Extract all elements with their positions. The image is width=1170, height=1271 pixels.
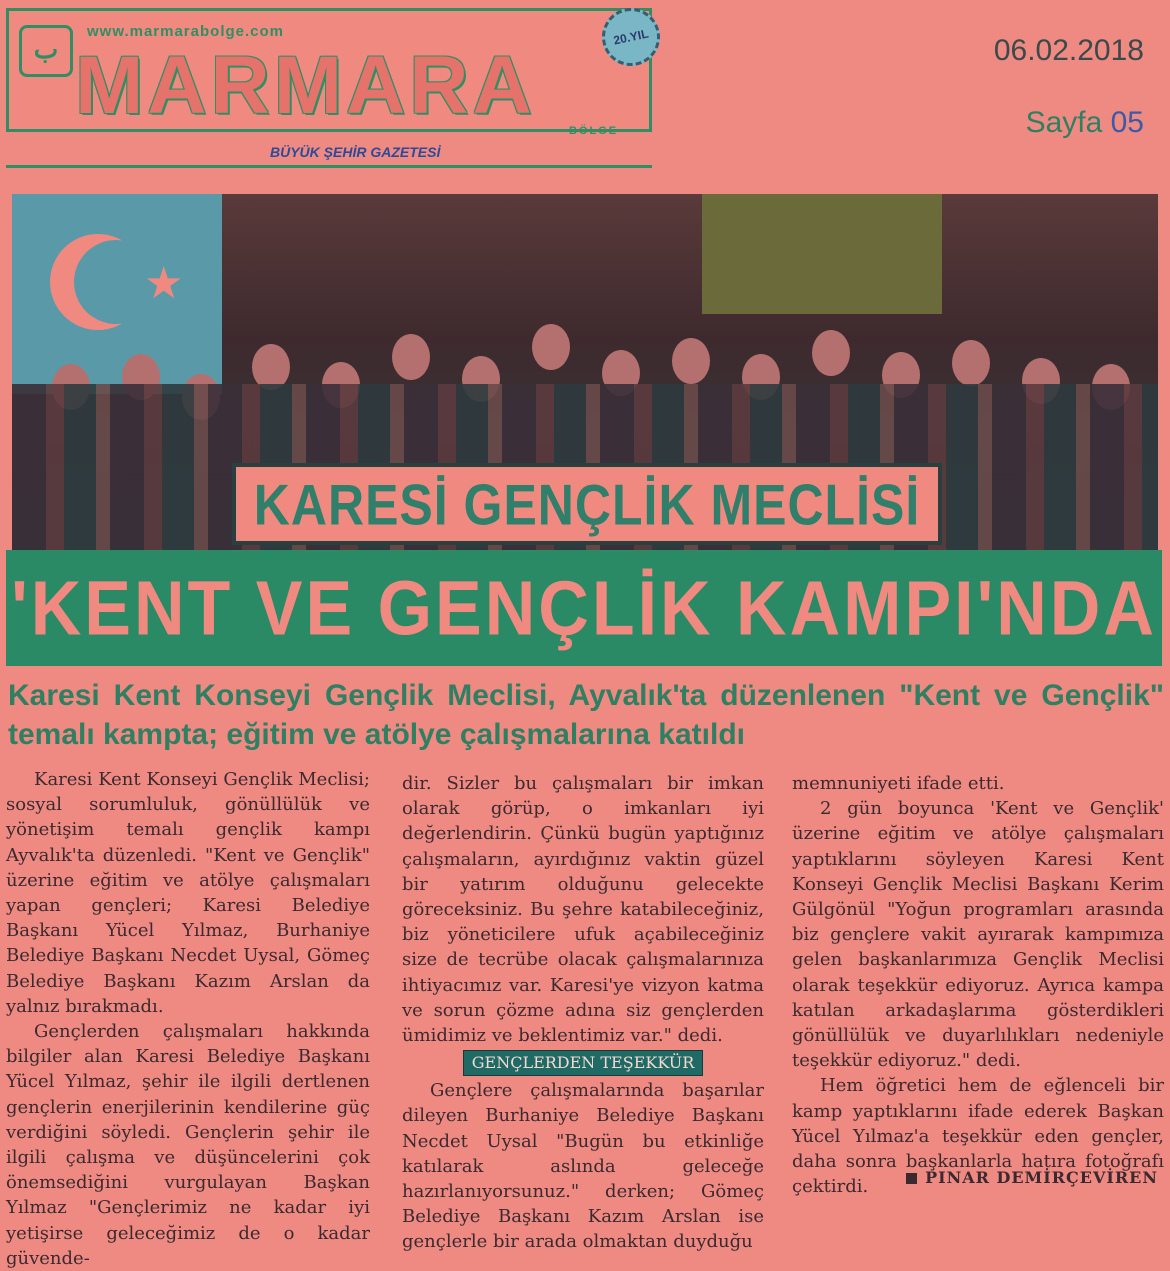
paragraph: Gençlerden çalışmaları hakkında bilgiler alan Karesi Belediye Başkanı Yücel Yılmaz, şehir ile ilgili dertlenen gençlerin enerjilerinin kendilerine güç verdiğini söyledi. Gençlerin şehir ile ilgili çalışma ve düşüncelerini çok önemsediğini vurgulayan Başkan Yılmaz "Gençlerimiz ne kadar iyi yetişirse geleceğimiz de o kadar güvende- — [6, 1021, 370, 1269]
paragraph: Hem öğretici hem de eğlenceli bir kamp yaptıklarını ifade ederek Başkan Yücel Yılmaz'a teşekkür eden gençler, daha sonra başkanlarla hatıra fotoğrafı çektirdi. — [792, 1075, 1164, 1198]
headline-line2 — [6, 550, 1162, 666]
paragraph: Karesi Kent Konseyi Gençlik Meclisi; sosyal sorumluluk, gönüllülük ve yönetişim temalı gençlik kampı Ayvalık'ta düzenledi. "Kent ve Gençlik" üzerine eğitim ve atölye çalışmaları yapan gençleri; Karesi Belediye Başkanı Yücel Yılmaz, Burhaniye Belediye Başkanı Necdet Uysal, Gömeç Belediye Başkanı Kazım Arslan da yalnız bırakmadı. — [6, 769, 370, 1017]
paragraph: memnuniyeti ifade etti. — [792, 773, 1005, 794]
headline-line1 — [232, 463, 942, 545]
author-name: PINAR DEMİRÇEVİREN — [925, 1168, 1158, 1187]
headline-line2-text: 'KENT VE GENÇLİK KAMPI'NDA — [11, 565, 1157, 651]
article-column-2 — [402, 771, 764, 1255]
square-bullet-icon — [906, 1173, 917, 1184]
paragraph: 2 gün boyunca 'Kent ve Gençlik' üzerine eğitim ve atölye çalışmaları yaptıklarını söyleyen Karesi Kent Konseyi Gençlik Meclisi Başkanı Kerim Gülgönül "Yoğun programları arasında biz gençlere vakit ayırarak kampımıza gelen başkanlarımıza Gençlik Meclisi olarak teşekkür ediyoruz. Ayrıca kampa katılan arkadaşlarıma gösterdikleri gönüllülük ve duyarlılıkları nedeniyle teşekkür ediyoruz." dedi. — [792, 798, 1164, 1072]
author-byline — [906, 1168, 1158, 1187]
logo-emblem-icon: ب — [19, 25, 73, 77]
anniversary-badge: 20.YIL — [597, 3, 666, 72]
paragraph: Gençlere çalışmalarında başarılar dileyen Burhaniye Belediye Başkanı Necdet Uysal "Bugün bu etkinliğe katılarak aslında geleceğe hazırlanıyorsunuz." derken; Gömeç Belediye Başkanı Kazım Arslan ise gençlerle bir arada olmaktan duyduğu — [402, 1080, 764, 1253]
logo-url: www.marmarabolge.com — [87, 23, 284, 40]
masthead — [6, 8, 652, 140]
article-column-3 — [792, 771, 1164, 1199]
article-subhead: Karesi Kent Konseyi Gençlik Meclisi, Ayvalık'ta düzenlenen "Kent ve Gençlik" temalı kampta; eğitim ve atölye çalışmalarına katıldı — [8, 679, 1164, 751]
logo-sub: BÖLGE — [569, 125, 619, 137]
paragraph: dir. Sizler bu çalışmaları bir imkan olarak görüp, o imkanları iyi değerlendirin. Çünkü bugün yaptığınız çalışmaların, ayırdığınız vaktin güzel bir yatırım olduğunu gelecekte göreceksiniz. Bu şehre katabileceğiniz, biz yöneticilere ufuk açabileceğiniz size de tecrübe olacak çalışmalarınıza ihtiyacımız var. Karesi'ye vizyon katma ve sorun çözme adına siz gençlerden ümidimiz ve beklentimiz var." dedi. — [402, 773, 764, 1047]
publication-date: 06.02.2018 — [993, 34, 1144, 67]
masthead-rule — [6, 165, 652, 168]
article-column-1 — [6, 767, 370, 1271]
headline-line1-text: KARESİ GENÇLİK MECLİSİ — [253, 472, 921, 538]
page-number-value: 05 — [1110, 106, 1144, 139]
section-heading: GENÇLERDEN TEŞEKKÜR — [463, 1050, 703, 1076]
turkish-flag-icon: ★ — [12, 194, 222, 394]
page-number — [1026, 106, 1144, 140]
newspaper-logo — [6, 8, 652, 137]
page-label: Sayfa — [1025, 106, 1103, 139]
tagline: BÜYÜK ŞEHİR GAZETESİ — [270, 144, 441, 160]
background-banner — [702, 194, 942, 314]
logo-name: MARMARA — [75, 40, 536, 131]
